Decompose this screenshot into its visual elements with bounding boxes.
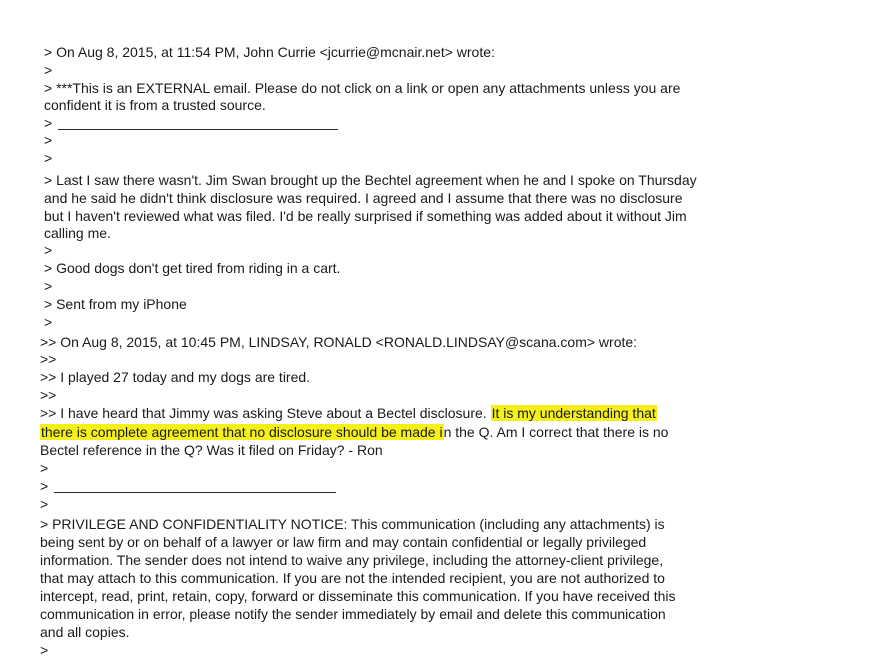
separator-line xyxy=(58,129,338,130)
reply-body-line: but I haven't reviewed what was filed. I'd be really surprised if something was added about it without Jim xyxy=(44,208,687,224)
privilege-notice-line: intercept, read, print, retain, copy, forward or disseminate this communication. If you have received this xyxy=(40,588,676,604)
external-warning-line: > ***This is an EXTERNAL email. Please do not click on a link or open any attachments unless you are xyxy=(44,80,681,96)
privilege-notice-line: that may attach to this communication. If you are not the intended recipient, you are not authorized to xyxy=(40,570,665,586)
reply-body-line: calling me. xyxy=(44,225,111,241)
quote-marker: > xyxy=(44,242,53,258)
reply-body-line: > Last I saw there wasn't. Jim Swan brought up the Bechtel agreement when he and I spoke on Thursday xyxy=(44,172,697,188)
privilege-notice-line: and all copies. xyxy=(40,624,130,640)
heard-text: >> I have heard that Jimmy was asking Steve about a Bectel disclosure. xyxy=(40,405,491,421)
quote-marker: > xyxy=(40,496,49,512)
double-quote-marker: >> xyxy=(40,387,57,403)
reply-header-line: > On Aug 8, 2015, at 11:54 PM, John Currie <jcurrie@mcnair.net> wrote: xyxy=(44,44,495,60)
double-quote-marker: >> xyxy=(40,351,57,367)
separator-line xyxy=(54,492,336,493)
highlighted-text: there is complete agreement that no disclosure should be made i xyxy=(41,424,443,440)
privilege-notice-line: > PRIVILEGE AND CONFIDENTIALITY NOTICE: This communication (including any attachments) is xyxy=(40,516,665,532)
quote-marker: > xyxy=(44,278,53,294)
quote-marker: > xyxy=(44,115,53,131)
sent-from-line: > Sent from my iPhone xyxy=(44,296,187,312)
privilege-notice-line: being sent by or on behalf of a lawyer or law firm and may contain confidential or legally privileged xyxy=(40,534,647,550)
good-dogs-line: > Good dogs don't get tired from riding in a cart. xyxy=(44,260,341,276)
external-warning-line: confident it is from a trusted source. xyxy=(44,97,266,113)
quote-marker: > xyxy=(44,314,53,330)
quote-marker: > xyxy=(40,642,49,658)
original-header-line: >> On Aug 8, 2015, at 10:45 PM, LINDSAY, RONALD <RONALD.LINDSAY@scana.com> wrote: xyxy=(40,334,638,350)
heard-text: n the Q. Am I correct that there is no xyxy=(443,424,669,440)
privilege-notice-line: information. The sender does not intend to waive any privilege, including the attorney-client privilege, xyxy=(40,552,664,568)
bectel-reference-line: Bectel reference in the Q? Was it filed on Friday? - Ron xyxy=(40,442,383,458)
heard-line xyxy=(40,405,657,422)
highlighted-text: It is my understanding that xyxy=(491,405,656,421)
quote-marker: > xyxy=(40,478,49,494)
quote-marker: > xyxy=(44,150,53,166)
quote-marker: > xyxy=(40,460,49,476)
heard-line xyxy=(40,424,668,441)
quote-marker: > xyxy=(44,132,53,148)
privilege-notice-line: communication in error, please notify the sender immediately by email and delete this communication xyxy=(40,606,666,622)
quote-marker: > xyxy=(44,62,53,78)
reply-body-line: and he said he didn't think disclosure was required. I agreed and I assume that there was no disclosure xyxy=(44,190,683,206)
played-line: >> I played 27 today and my dogs are tired. xyxy=(40,369,311,385)
